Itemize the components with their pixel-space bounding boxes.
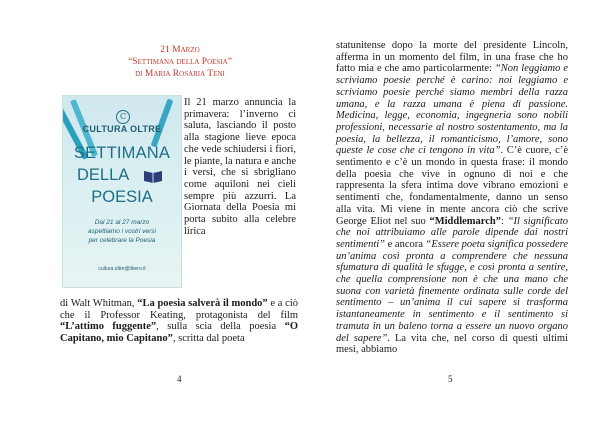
page-number-left: 4 <box>177 374 182 384</box>
poster-title-line2: DELLA <box>77 166 130 184</box>
right-paragraph <box>336 40 568 356</box>
page-number-right: 5 <box>448 374 453 384</box>
poster-subtitle-line: per celebrare la Poesia <box>88 237 156 244</box>
text-run: : <box>501 215 508 227</box>
book-icon <box>143 169 163 183</box>
right-body <box>336 40 568 356</box>
pencil-decoration <box>151 98 174 147</box>
left-paragraph <box>60 298 298 345</box>
quote-title: “La poesia salverà il mondo” <box>137 298 268 309</box>
poster-email: cultura.oltre@libero.it <box>98 266 146 272</box>
eliot-quote: “Il significato che noi attribuiamo alle parole dipende dai nostri sentimenti” <box>336 215 569 250</box>
poster-subtitle-line: aspettiamo i vostri versi <box>88 228 156 235</box>
film-title: “L’attimo fuggente” <box>60 321 157 333</box>
text-run: . C’è cuore, c’è sentimento e c’è un mondo in questa frase: il mondo della poesia che vive in ognuno di noi e che rappresenta la sfera intima dove vibrano emozioni e sentimenti che, fondamentalmente, danno un senso alla vita. Mi viene in mente ancora ciò che scrive George Eliot nel suo <box>336 145 568 227</box>
text-run: statunitense dopo la morte del presidente Lincoln, afferma in un momento del film, in una frase che ho fatto mia e che amo particolarmente: <box>336 40 568 75</box>
cultura-oltre-logo-icon: C <box>116 110 130 124</box>
text-run: e a ciò che il Professor Keating, protagonista del film <box>60 298 298 321</box>
poster-subtitle-line: Dal 21 al 27 marzo <box>94 219 150 226</box>
poetry-week-poster <box>62 95 182 288</box>
poster-brand: CULTURA OLTRE <box>82 124 162 134</box>
wrap-text: Il 21 marzo annuncia la primavera: l’inverno ci saluta, lasciando il posto alla stagione lieve epoca che vede schiudersi i fiori, le piante, la natura e anche i versi, che si sbrigliano come aquiloni nei cieli sempre più azzurri. La Giornata della Poesia mi porta subito alla celebre lirica <box>184 97 296 237</box>
text-run: , scritta dal poeta <box>172 333 245 345</box>
wrap-paragraph <box>184 97 296 237</box>
book-title: “Middlemarch” <box>429 215 502 227</box>
heading-title: “Settimana della Poesia” <box>128 57 232 67</box>
right-page <box>300 0 600 424</box>
film-quote: “Non leggiamo e scriviamo poesie perché è carino: noi leggiamo e scriviamo poesie perché siamo membri della razza umana, e la razza umana è piena di passione. Medicina, legge, economia, ingegneria sono nobili professioni, necessarie al nostro sostentamento, ma la poesia, la bellezza, il romanticismo, l’amore, sono queste le cose che ci tengono in vita” <box>336 63 568 157</box>
poster-subtitle <box>63 218 181 245</box>
left-body <box>60 298 298 345</box>
article-heading <box>60 44 300 80</box>
text-run: , sulla scia della poesia <box>156 321 285 333</box>
text-run: di Walt Whitman, <box>60 298 138 309</box>
text-run: . La vita che, nel corso di questi ultimi mesi, abbiamo <box>336 332 568 356</box>
heading-author: di Maria Rosaria Teni <box>135 69 225 79</box>
text-run: e ancora <box>385 238 426 250</box>
eliot-quote-2: “Essere poeta significa possedere un’anima così pronta a comprendere che nessuna sfumatura di qualità le sfugge, e così pronta a sentire, che quella comprensione non è che una mano che suona con varietà finemente ordinata sulle corde del sentimento – un’anima il cui sapere si trasforma istantaneamente in sentimento e il sentimento si tramuta in un baleno torna a essere un nuovo organo del sapere” <box>336 238 568 344</box>
heading-date: 21 Marzo <box>160 45 200 55</box>
poster-title-line3: POESIA <box>91 188 153 206</box>
poster-title-line1: SETTIMANA <box>73 144 171 162</box>
poem-title: “O Capitano, mio Capitano” <box>60 321 298 345</box>
